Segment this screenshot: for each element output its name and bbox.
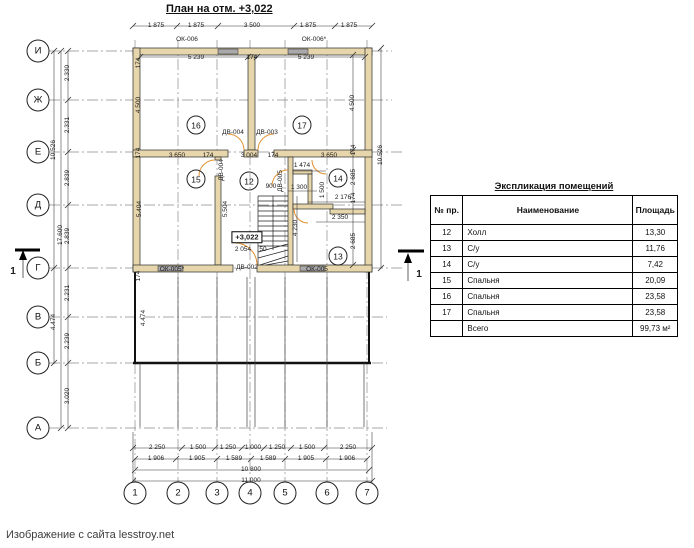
room-number-15: 15 xyxy=(187,170,206,189)
dimension-label: ДВ-005 xyxy=(276,170,284,192)
dimension-label: 10.526 xyxy=(376,145,384,165)
dimension-label: 4.474 xyxy=(139,309,147,327)
dimension-label: 17.600 xyxy=(56,225,64,245)
table-cell: 23,58 xyxy=(633,305,678,321)
dimension-label: ОК-006* xyxy=(301,35,327,43)
dimension-label: 11 000 xyxy=(241,476,261,484)
table-cell xyxy=(431,321,463,337)
dimension-label: 1 500 xyxy=(298,443,316,451)
table-cell: Спальня xyxy=(463,305,633,321)
dimension-label: 1 906 xyxy=(147,454,165,462)
axis-bubble-5: 5 xyxy=(274,482,297,505)
axis-bubble-3: 3 xyxy=(206,482,229,505)
dimension-label: 2.330 xyxy=(63,64,71,82)
dimension-label: 1 500 xyxy=(318,181,326,199)
table-cell: 20,09 xyxy=(633,273,678,289)
table-row xyxy=(431,225,678,241)
explication-tbody xyxy=(431,225,678,337)
dimension-label: 1 250 xyxy=(268,443,286,451)
dimension-label: 4.474 xyxy=(49,313,57,331)
table-cell: 11,76 xyxy=(633,241,678,257)
table-cell: С/у xyxy=(463,241,633,257)
footer-caption: Изображение с сайта lesstroy.net xyxy=(6,529,175,541)
dimension-label: 3 500 xyxy=(243,21,261,29)
table-cell: 99,73 м² xyxy=(633,321,678,337)
dimension-label: 4 500 xyxy=(134,96,142,114)
dimension-label: 2.331 xyxy=(63,116,71,134)
dimension-label: ОК-005 xyxy=(306,265,328,273)
explication-table xyxy=(430,181,678,337)
axis-bubble-2: 2 xyxy=(167,482,190,505)
dimension-label: 174 xyxy=(202,151,214,159)
table-cell: 17 xyxy=(431,305,463,321)
table-cell: 16 xyxy=(431,289,463,305)
table-cell: Холл xyxy=(463,225,633,241)
table-cell: Спальня xyxy=(463,273,633,289)
dimension-label: 2 685 xyxy=(349,168,357,186)
dimension-label: ДВ-003 xyxy=(256,128,278,136)
dimension-label: 174 xyxy=(134,147,142,159)
dimension-label: 5 239 xyxy=(297,53,315,61)
table-cell: 13 xyxy=(431,241,463,257)
dimension-label: 10 800 xyxy=(241,465,261,473)
table-row xyxy=(431,289,678,305)
table-cell: 13,30 xyxy=(633,225,678,241)
dimension-label: 2 054 xyxy=(234,245,252,253)
table-total-row xyxy=(431,321,678,337)
room-number-12: 12 xyxy=(240,172,259,191)
dimension-label: 3 650 xyxy=(320,151,338,159)
page-title: План на отм. +3,022 xyxy=(166,3,273,15)
dimension-label: 1 589 xyxy=(259,454,277,462)
axis-bubble-И: И xyxy=(27,40,50,63)
dimension-label: 50 xyxy=(259,245,267,253)
dimension-label: 2 250 xyxy=(148,443,166,451)
table-cell: 7,42 xyxy=(633,257,678,273)
axis-bubble-6: 6 xyxy=(316,482,339,505)
axis-bubble-Г: Г xyxy=(27,257,50,280)
table-cell: 14 xyxy=(431,257,463,273)
dimension-label: ОК-006 xyxy=(176,35,198,43)
dimension-label: 3.020 xyxy=(63,387,71,405)
room-number-17: 17 xyxy=(293,116,312,135)
axis-bubble-7: 7 xyxy=(356,482,379,505)
table-row xyxy=(431,305,678,321)
dimension-label: 1 000 xyxy=(244,443,262,451)
section-number: 1 xyxy=(10,266,16,277)
dimension-label: 1 905 xyxy=(188,454,206,462)
elevation-label: +3,022 xyxy=(231,231,262,243)
dimension-label: 174 xyxy=(349,192,357,204)
dimension-label: 5 239 xyxy=(187,53,205,61)
dimension-label: 1 589 xyxy=(225,454,243,462)
dimension-label: ДВ-004 xyxy=(222,128,244,136)
dimension-label: 2.231 xyxy=(63,284,71,302)
dimension-label: 10.526 xyxy=(49,140,57,160)
table-cell: Всего xyxy=(463,321,633,337)
dimension-label: 1 500 xyxy=(189,443,207,451)
dimension-label: 4 500 xyxy=(348,94,356,112)
header-num: № пр. xyxy=(431,196,463,225)
dimension-label: 1 875 xyxy=(299,21,317,29)
table-cell: С/у xyxy=(463,257,633,273)
dimension-label: 1 875 xyxy=(340,21,358,29)
dimension-label: 174 xyxy=(134,270,142,282)
dimension-label: 2 176 xyxy=(334,193,352,201)
dimension-label: 1 474 xyxy=(293,161,311,169)
table-cell: 12 xyxy=(431,225,463,241)
dimension-label: 3 004 xyxy=(240,151,258,159)
dimension-label: 174 xyxy=(267,151,279,159)
table-title: Экспликация помещений xyxy=(494,181,614,192)
dimension-label: 1 250 xyxy=(219,443,237,451)
dimension-label: 4 230 xyxy=(291,219,299,237)
table-row xyxy=(431,273,678,289)
axis-bubble-А: А xyxy=(27,417,50,440)
dimension-label: ДВ-004 xyxy=(217,159,225,181)
dimension-label: 2 685 xyxy=(349,232,357,250)
dimension-label: 1 875 xyxy=(147,21,165,29)
dimension-label: ДВ-002 xyxy=(236,263,258,271)
dimension-label: 5.504 xyxy=(221,200,229,218)
dimension-label: 1 905 xyxy=(297,454,315,462)
dimension-label: 3 650 xyxy=(168,151,186,159)
dimension-label: 2 250 xyxy=(339,443,357,451)
dimension-label: 2.239 xyxy=(63,332,71,350)
axis-bubble-Ж: Ж xyxy=(27,89,50,112)
room-number-16: 16 xyxy=(187,116,206,135)
table-header-row xyxy=(431,196,678,225)
dimension-label: 1 875 xyxy=(187,21,205,29)
dimension-label: 2.839 xyxy=(63,169,71,187)
axis-bubble-Е: Е xyxy=(27,141,50,164)
axis-bubble-1: 1 xyxy=(124,482,147,505)
dimension-label: 2.839 xyxy=(63,227,71,245)
dimension-label: 5.404 xyxy=(135,200,143,218)
axis-bubble-4: 4 xyxy=(239,482,262,505)
dimension-label: 1 300 xyxy=(290,183,308,191)
table-cell: Спальня xyxy=(463,289,633,305)
section-number: 1 xyxy=(416,269,422,280)
table-cell: 23,58 xyxy=(633,289,678,305)
table-row xyxy=(431,257,678,273)
dimension-label: 174 xyxy=(349,144,357,156)
table-cell: 15 xyxy=(431,273,463,289)
axis-bubble-В: В xyxy=(27,306,50,329)
room-number-13: 13 xyxy=(329,247,348,266)
header-name: Наименование xyxy=(463,196,633,225)
dimension-label: ОК-005* xyxy=(159,265,185,273)
table-row xyxy=(431,241,678,257)
room-number-14: 14 xyxy=(329,169,348,188)
dimension-label: 174 xyxy=(134,57,142,69)
dimension-label: 174 xyxy=(246,53,258,61)
header-area: Площадь xyxy=(633,196,678,225)
axis-bubble-Д: Д xyxy=(27,194,50,217)
dimension-label: 2 350 xyxy=(331,213,349,221)
dimension-label: 900 xyxy=(265,182,277,190)
dimension-label: 1 906 xyxy=(338,454,356,462)
axis-bubble-Б: Б xyxy=(27,352,50,375)
